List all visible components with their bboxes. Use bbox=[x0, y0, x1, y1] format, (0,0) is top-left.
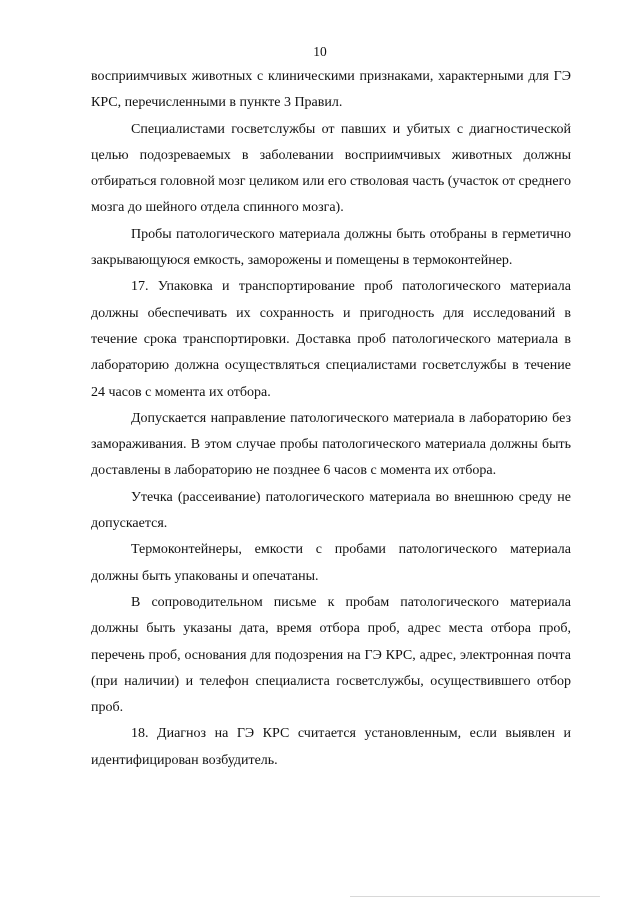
paragraph-continuation: восприимчивых животных с клиническими признаками, характерными для ГЭ КРС, перечисленными в пункте 3 Правил. bbox=[91, 69, 571, 111]
paragraph-containers: Термоконтейнеры, емкости с пробами патологического материала должны быть упакованы и опечатаны. bbox=[91, 542, 571, 584]
paragraph-cover-letter: В сопроводительном письме к пробам патологического материала должны быть указаны дата, время отбора проб, адрес места отбора проб, перечень проб, основания для подозрения на ГЭ КРС, адрес, электронная почта (при наличии) и телефон специалиста госветслужбы, осуществившего отбор проб. bbox=[91, 594, 571, 716]
paragraph-item-17: 17. Упаковка и транспортирование проб патологического материала должны обеспечивать их сохранность и пригодность для исследований в течение срока транспортировки. Доставка проб патологического материала в лабораторию должна осуществляться специалистами госветслужбы в течение 24 часов с момента их отбора. bbox=[91, 279, 571, 400]
paragraph-specialists: Специалистами госветслужбы от павших и убитых с диагностической целью подозреваемых в заболевании восприимчивых животных должны отбираться головной мозг целиком или его стволовая часть (участок от среднего мозга до шейного отдела спинного мозга). bbox=[91, 121, 571, 216]
document-body bbox=[91, 64, 571, 774]
scan-edge-line bbox=[350, 896, 600, 897]
paragraph-leakage: Утечка (рассеивание) патологического материала во внешнюю среду не допускается. bbox=[91, 489, 571, 532]
paragraph-item-18: 18. Диагноз на ГЭ КРС считается установленным, если выявлен и идентифицирован возбудитель. bbox=[91, 726, 571, 768]
paragraph-samples: Пробы патологического материала должны быть отобраны в герметично закрывающуюся емкость, заморожены и помещены в термоконтейнер. bbox=[91, 226, 571, 269]
page-number: 10 bbox=[313, 44, 327, 59]
paragraph-no-freezing: Допускается направление патологического материала в лабораторию без замораживания. В этом случае пробы патологического материала должны быть доставлены в лабораторию не позднее 6 часов с момента их отбора. bbox=[91, 410, 571, 479]
